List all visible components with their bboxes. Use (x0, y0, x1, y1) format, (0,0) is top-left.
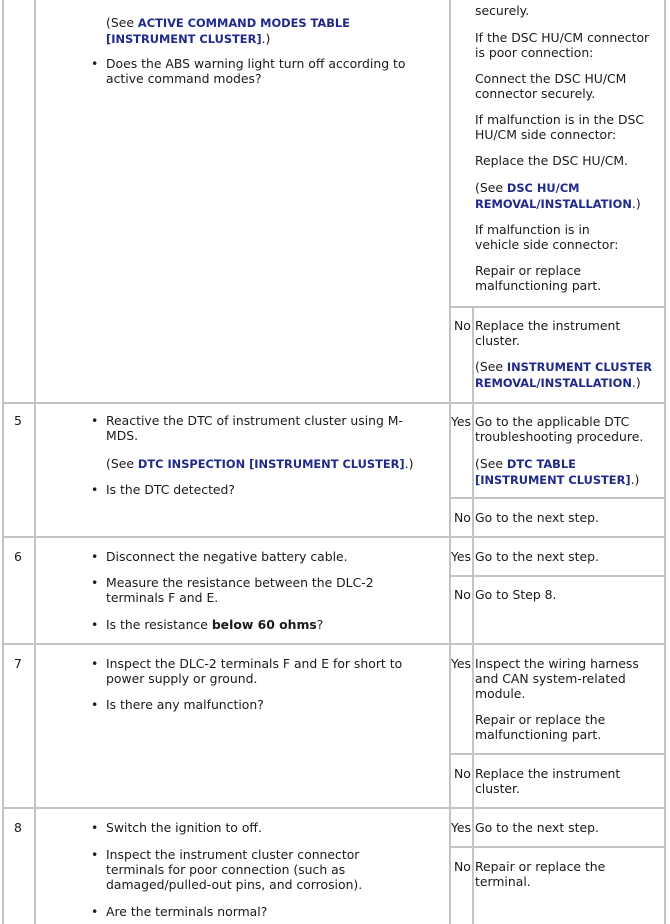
no-text: Go to Step 8. (475, 587, 557, 602)
bullet-dot: • (91, 549, 99, 564)
see-reference: (See DTC TABLE [INSTRUMENT CLUSTER].) (475, 456, 640, 487)
step-number: 6 (14, 549, 22, 564)
yes-label: Yes (451, 549, 472, 564)
question-text: Is the DTC detected? (106, 482, 235, 497)
action-text: Disconnect the negative battery cable. (106, 549, 348, 564)
row-divider (449, 306, 666, 308)
bullet-dot: • (91, 847, 99, 862)
bullet-dot: • (91, 56, 99, 71)
bullet-dot: • (91, 904, 99, 919)
yes-text: Repair or replace malfunctioning part. (475, 263, 602, 293)
no-label: No (454, 318, 471, 333)
see-reference: (See DSC HU/CM REMOVAL/INSTALLATION.) (475, 180, 641, 211)
bullet-dot: • (91, 656, 99, 671)
no-label: No (454, 766, 471, 781)
yes-label: Yes (451, 820, 472, 835)
table-divider-action (449, 0, 451, 924)
yes-text: If malfunction is in the DSC HU/CM side connector: (475, 112, 645, 142)
see-reference: (See ACTIVE COMMAND MODES TABLE [INSTRUMENT CLUSTER].) (106, 15, 350, 46)
step-number: 5 (14, 413, 22, 428)
row-divider (449, 575, 666, 577)
active-command-modes-link[interactable]: ACTIVE COMMAND MODES TABLE [INSTRUMENT CLUSTER] (106, 16, 350, 46)
yes-text: securely. (475, 3, 530, 18)
bullet-dot: • (91, 617, 99, 632)
row-divider (449, 753, 666, 755)
table-border-left (2, 0, 4, 924)
no-text: Go to the next step. (475, 510, 599, 525)
no-text: Repair or replace the terminal. (475, 859, 606, 889)
yes-text: Replace the DSC HU/CM. (475, 153, 629, 168)
question-text: Is there any malfunction? (106, 697, 264, 712)
row-divider (2, 807, 666, 809)
yes-text: Connect the DSC HU/CM connector securely. (475, 71, 627, 101)
question-text: Is the resistance below 60 ohms? (106, 617, 324, 632)
yes-text: Repair or replace the malfunctioning part. (475, 712, 606, 742)
action-text: Reactive the DTC of instrument cluster using M-MDS. (106, 413, 403, 443)
question-text: Does the ABS warning light turn off according to active command modes? (106, 56, 406, 86)
action-text: Switch the ignition to off. (106, 820, 262, 835)
dtc-inspection-link[interactable]: DTC INSPECTION [INSTRUMENT CLUSTER] (137, 457, 405, 471)
yes-text: Go to the next step. (475, 820, 599, 835)
no-text: Replace the instrument cluster. (475, 318, 621, 348)
yes-label: Yes (451, 414, 472, 429)
action-text: Inspect the DLC-2 terminals F and E for short to power supply or ground. (106, 656, 403, 686)
table-divider-yesno (472, 306, 474, 924)
see-reference: (See DTC INSPECTION [INSTRUMENT CLUSTER].) (106, 456, 414, 471)
dsc-hu-cm-removal-link[interactable]: DSC HU/CM REMOVAL/INSTALLATION (475, 181, 632, 211)
row-divider (2, 402, 666, 404)
yes-text: If the DSC HU/CM connector is poor connection: (475, 30, 650, 60)
step-number: 7 (14, 656, 22, 671)
step-number: 8 (14, 820, 22, 835)
yes-text: Go to the next step. (475, 549, 599, 564)
row-divider (2, 536, 666, 538)
no-label: No (454, 859, 471, 874)
yes-text: Go to the applicable DTC troubleshooting procedure. (475, 414, 644, 444)
yes-label: Yes (451, 656, 472, 671)
see-reference: (See INSTRUMENT CLUSTER REMOVAL/INSTALLATION.) (475, 359, 653, 390)
bullet-dot: • (91, 820, 99, 835)
yes-text: Inspect the wiring harness and CAN system-related module. (475, 656, 639, 701)
bullet-dot: • (91, 413, 99, 428)
question-text: Are the terminals normal? (106, 904, 268, 919)
row-divider (2, 643, 666, 645)
yes-text: If malfunction is in vehicle side connector: (475, 222, 619, 252)
action-text: Measure the resistance between the DLC-2 terminals F and E. (106, 575, 374, 605)
row-divider (449, 846, 666, 848)
table-divider-step (34, 0, 36, 924)
dtc-table-link[interactable]: DTC TABLE [INSTRUMENT CLUSTER] (475, 457, 631, 487)
bullet-dot: • (91, 575, 99, 590)
bullet-dot: • (91, 697, 99, 712)
no-text: Replace the instrument cluster. (475, 766, 621, 796)
row-divider (449, 497, 666, 499)
instrument-cluster-removal-link[interactable]: INSTRUMENT CLUSTER REMOVAL/INSTALLATION (475, 360, 653, 390)
action-text: Inspect the instrument cluster connector terminals for poor connection (such as damaged/pulled-out pins, and corrosion). (106, 847, 363, 892)
no-label: No (454, 587, 471, 602)
no-label: No (454, 510, 471, 525)
bullet-dot: • (91, 482, 99, 497)
